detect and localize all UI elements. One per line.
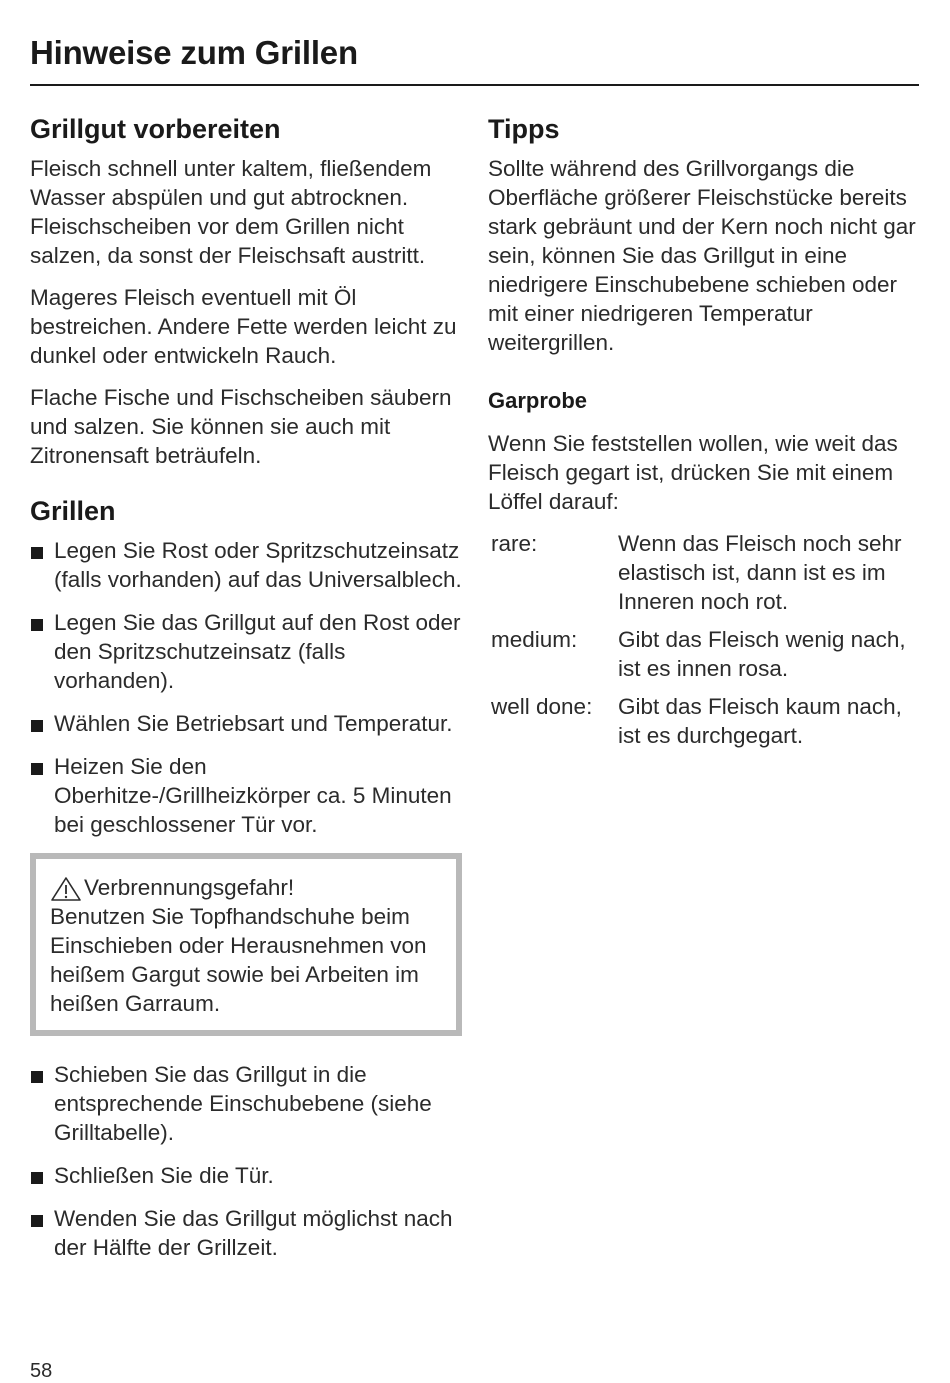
square-bullet-icon bbox=[31, 763, 43, 775]
paragraph: Mageres Fleisch eventuell mit Öl bestreichen. Andere Fette werden leicht zu dunkel oder entwickeln Rauch. bbox=[30, 285, 457, 368]
square-bullet-icon bbox=[31, 720, 43, 732]
section-tipps bbox=[488, 112, 920, 357]
doneness-description: Gibt das Fleisch kaum nach, ist es durchgegart. bbox=[618, 694, 902, 748]
warning-box bbox=[30, 853, 462, 1036]
list-item: Legen Sie das Grillgut auf den Rost oder den Spritzschutzeinsatz (falls vorhanden). bbox=[30, 608, 462, 695]
grill-steps-list bbox=[30, 536, 462, 839]
paragraph: Fleisch schnell unter kaltem, fließendem Wasser abspülen und gut abtrocknen. Fleischscheiben vor dem Grillen nicht salzen, da sonst der Fleischsaft austritt. bbox=[30, 156, 432, 268]
warning-title: Verbrennungsgefahr! bbox=[84, 875, 295, 900]
right-column bbox=[488, 112, 920, 759]
table-row bbox=[488, 625, 920, 683]
paragraph: Wenn Sie feststellen wollen, wie weit das Fleisch gegart ist, drücken Sie mit einem Löffel darauf: bbox=[488, 431, 898, 514]
doneness-table bbox=[488, 529, 920, 750]
section-heading-tips: Tipps bbox=[488, 114, 560, 144]
title-divider bbox=[30, 84, 919, 86]
square-bullet-icon bbox=[31, 547, 43, 559]
section-heading-prep: Grillgut vorbereiten bbox=[30, 114, 281, 144]
subsection-heading-garprobe: Garprobe bbox=[488, 388, 588, 413]
left-column bbox=[30, 112, 462, 1276]
table-row bbox=[488, 692, 920, 750]
list-item: Legen Sie Rost oder Spritzschutzeinsatz (falls vorhanden) auf das Universalblech. bbox=[30, 536, 462, 594]
page-number: 58 bbox=[30, 1360, 53, 1382]
paragraph: Sollte während des Grillvorgangs die Oberfläche größerer Fleischstücke bereits stark gebräunt und der Kern noch nicht gar sein, können Sie das Grillgut in eine niedrigere Einschubebene schieben oder mit einer niedrigeren Temperatur weitergrillen. bbox=[488, 156, 916, 355]
warning-header bbox=[50, 873, 442, 902]
grill-steps-list-continued bbox=[30, 1060, 462, 1262]
section-garprobe bbox=[488, 387, 920, 750]
square-bullet-icon bbox=[31, 1172, 43, 1184]
section-grillgut-vorbereiten bbox=[30, 112, 462, 470]
list-item: Schieben Sie das Grillgut in die entsprechende Einschubebene (siehe Grilltabelle). bbox=[30, 1060, 462, 1147]
doneness-term: medium: bbox=[491, 627, 578, 652]
paragraph: Flache Fische und Fischscheiben säubern und salzen. Sie können sie auch mit Zitronensaft beträufeln. bbox=[30, 385, 452, 468]
page-title: Hinweise zum Grillen bbox=[30, 34, 358, 71]
doneness-term: rare: bbox=[491, 531, 538, 556]
section-heading-grill: Grillen bbox=[30, 496, 116, 526]
table-row bbox=[488, 529, 920, 616]
square-bullet-icon bbox=[31, 1071, 43, 1083]
list-item: Wenden Sie das Grillgut möglichst nach der Hälfte der Grillzeit. bbox=[30, 1204, 462, 1262]
list-item: Schließen Sie die Tür. bbox=[30, 1161, 462, 1190]
section-grillen bbox=[30, 494, 462, 1262]
list-item: Wählen Sie Betriebsart und Temperatur. bbox=[30, 709, 462, 738]
square-bullet-icon bbox=[31, 619, 43, 631]
square-bullet-icon bbox=[31, 1215, 43, 1227]
warning-triangle-icon bbox=[50, 876, 82, 902]
doneness-description: Gibt das Fleisch wenig nach, ist es innen rosa. bbox=[618, 627, 906, 681]
doneness-description: Wenn das Fleisch noch sehr elastisch ist, dann ist es im Inneren noch rot. bbox=[618, 531, 902, 614]
list-item: Heizen Sie den Oberhitze-/Grillheizkörper ca. 5 Minuten bei geschlossener Tür vor. bbox=[30, 752, 462, 839]
warning-text: Benutzen Sie Topfhandschuhe beim Einschieben oder Herausnehmen von heißem Gargut sowie bei Arbeiten im heißen Garraum. bbox=[50, 904, 427, 1016]
doneness-term: well done: bbox=[491, 694, 593, 719]
